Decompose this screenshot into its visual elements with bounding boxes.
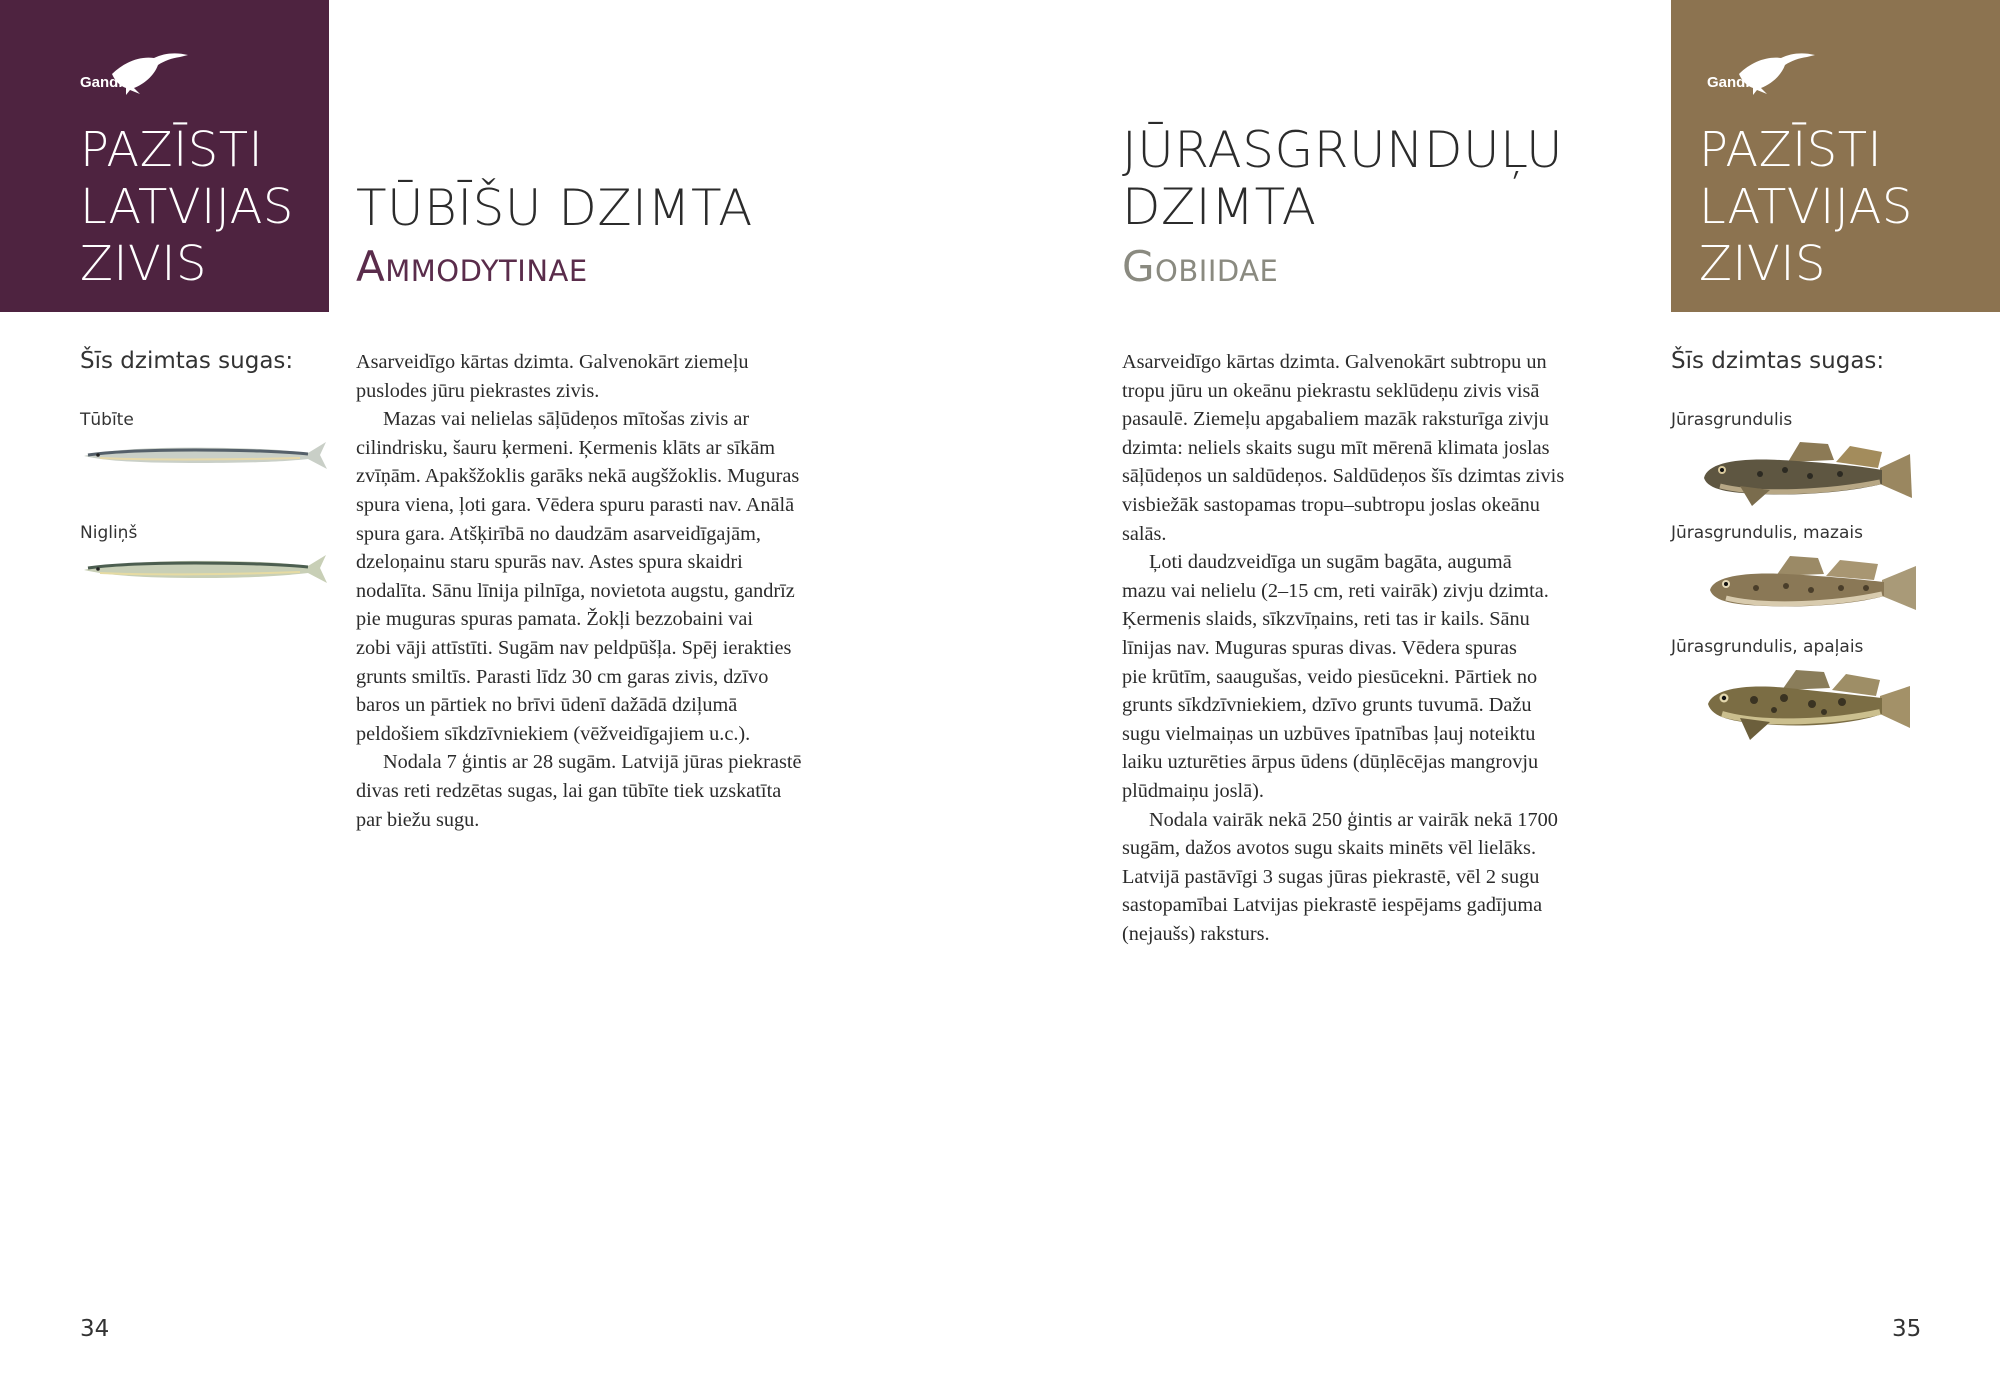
family-description <box>1122 348 1564 948</box>
family-title <box>1122 122 1563 236</box>
text-line: Latvijā pastāvīgi 3 sugas jūras piekrastē, vēl 2 sugu <box>1122 865 1540 888</box>
text-line: Mazas vai nelielas sāļūdeņos mītošas zivis ar <box>383 408 750 431</box>
family-description <box>356 348 801 834</box>
brand-title-line: ZIVIS <box>80 236 207 292</box>
text-line: dzeloņainu staru spurās nav. Astes spura skaidri <box>356 551 743 574</box>
gandrs-logo <box>1707 50 1817 100</box>
text-line: Nodala 7 ģintis ar 28 sugām. Latvijā jūras piekrastē <box>383 751 802 774</box>
species-name: Jūrasgrundulis, apaļais <box>1671 637 1864 657</box>
family-latin-name: Ammodytinae <box>356 242 588 291</box>
text-line: tropu jūru un okeānu piekrastu seklūdeņu zivis visā <box>1122 379 1540 402</box>
text-line: salās. <box>1122 522 1167 545</box>
text-line: visbiežāk sastopamas tropu–subtropu joslas okeānu <box>1122 493 1540 516</box>
family-title: TŪBĪŠU DZIMTA <box>356 179 753 237</box>
page-number: 35 <box>1892 1316 1922 1342</box>
text-line: zobi vāji attīstīti. Sugām nav peldpūšļa. Spēj ierakties <box>356 636 792 659</box>
gandrs-logo <box>80 50 190 100</box>
sand-goby-illustration <box>1706 552 1920 624</box>
black-goby-illustration <box>1700 440 1915 512</box>
text-line: cilindrisku, šauru ķermeni. Ķermenis klāts ar sīkām <box>356 436 776 459</box>
text-line: grunts sīkdzīvniekiem, dzīvo grunts tuvumā. Dažu <box>1122 694 1532 717</box>
brand-title-line: LATVIJAS <box>1699 179 1913 235</box>
text-line: spura viena, ļoti gara. Vēdera spuru parasti nav. Anālā <box>356 493 795 516</box>
species-name: Tūbīte <box>80 410 134 430</box>
text-line: nodalīta. Sānu līnija pilnīga, novietota augstu, gandrīz <box>356 579 795 602</box>
text-line: puslodes jūru piekrastes zivis. <box>356 379 600 402</box>
logo-text: Gandrs <box>1707 74 1760 91</box>
text-line: spura gara. Atšķirībā no daudzām asarveidīgajām, <box>356 522 761 545</box>
text-line: par biežu sugu. <box>356 808 480 831</box>
brand-title <box>1699 122 1913 293</box>
text-line: Asarveidīgo kārtas dzimta. Galvenokārt subtropu un <box>1122 351 1547 373</box>
text-line: mazu vai nelielu (2–15 cm, reti vairāk) zivju dzimta. <box>1122 579 1549 602</box>
family-title-line: JŪRASGRUNDUĻU <box>1122 121 1564 179</box>
text-line: pasaulē. Ziemeļu apgabaliem mazāk raksturīga zivju <box>1122 408 1549 431</box>
brand-title-line: PAZĪSTI <box>1699 122 1883 178</box>
text-line: Nodala vairāk nekā 250 ģintis ar vairāk nekā 1700 <box>1149 808 1558 831</box>
text-line: baros un pārtiek no brīvi ūdenī dažādā dziļumā <box>356 694 738 717</box>
text-line: pie krūtīm, saaugušas, veido piesūcekni. Pārtiek no <box>1122 665 1538 688</box>
logo-text: Gandrs <box>80 74 133 91</box>
text-line: divas reti redzētas sugas, lai gan tūbīte tiek uzskatīta <box>356 779 782 802</box>
brand-title-line: ZIVIS <box>1699 236 1826 292</box>
page-number: 34 <box>80 1316 110 1342</box>
text-line: sāļūdeņos un saldūdeņos. Saldūdeņos šīs dzimtas zivis <box>1122 465 1565 488</box>
text-line: sugām, dažos avotos sugu skaits minēts vēl lielāks. <box>1122 837 1537 860</box>
brand-box <box>0 0 329 312</box>
text-line: peldošiem sīkdzīvniekiem (vēžveidīgajiem u.c.). <box>356 722 751 745</box>
text-line: sugu vielmaiņas un uzbūves īpatnības ļauj noteiktu <box>1122 722 1536 745</box>
text-line: dzimta: neliels skaits sugu mīt mērenā klimata joslas <box>1122 436 1550 459</box>
brand-title <box>80 122 294 293</box>
text-line: zvīņām. Apakšžoklis garāks nekā augšžoklis. Muguras <box>356 465 800 488</box>
brand-title-line: LATVIJAS <box>80 179 294 235</box>
text-line: Ķermenis slaids, sīkzvīņains, reti tas ir kails. Sānu <box>1122 608 1530 631</box>
text-line: grunts smiltīs. Parasti līdz 30 cm garas zivis, dzīvo <box>356 665 769 688</box>
brand-box <box>1671 0 2000 312</box>
round-goby-illustration <box>1704 668 1914 746</box>
family-title-line: DZIMTA <box>1122 178 1317 236</box>
right-page <box>1000 0 2000 1400</box>
text-line: (nejaušs) raksturs. <box>1122 922 1270 945</box>
text-line: sastopamībai Latvijas piekrastē iespējams gadījuma <box>1122 894 1543 917</box>
text-line: pie muguras spuras pamata. Žokļi bezzobaini vai <box>356 608 754 631</box>
text-line: plūdmaiņu joslā). <box>1122 779 1264 802</box>
text-line: līnijas nav. Muguras spuras divas. Vēdera spuras <box>1122 636 1517 659</box>
brand-title-line: PAZĪSTI <box>80 122 264 178</box>
species-heading: Šīs dzimtas sugas: <box>1671 348 1885 374</box>
species-name: Nigliņš <box>80 523 138 543</box>
family-latin-name: Gobiidae <box>1122 242 1279 291</box>
sand-eel-illustration <box>80 438 330 472</box>
species-name: Jūrasgrundulis, mazais <box>1671 523 1863 543</box>
text-line: Asarveidīgo kārtas dzimta. Galvenokārt ziemeļu <box>356 351 749 373</box>
greater-sand-eel-illustration <box>80 552 330 586</box>
species-name: Jūrasgrundulis <box>1671 410 1793 430</box>
text-line: Ļoti daudzveidīga un sugām bagāta, augumā <box>1149 551 1512 574</box>
text-line: laiku uzturēties ārpus ūdens (dūņlēcējas mangrovju <box>1122 751 1539 774</box>
species-heading: Šīs dzimtas sugas: <box>80 348 294 374</box>
